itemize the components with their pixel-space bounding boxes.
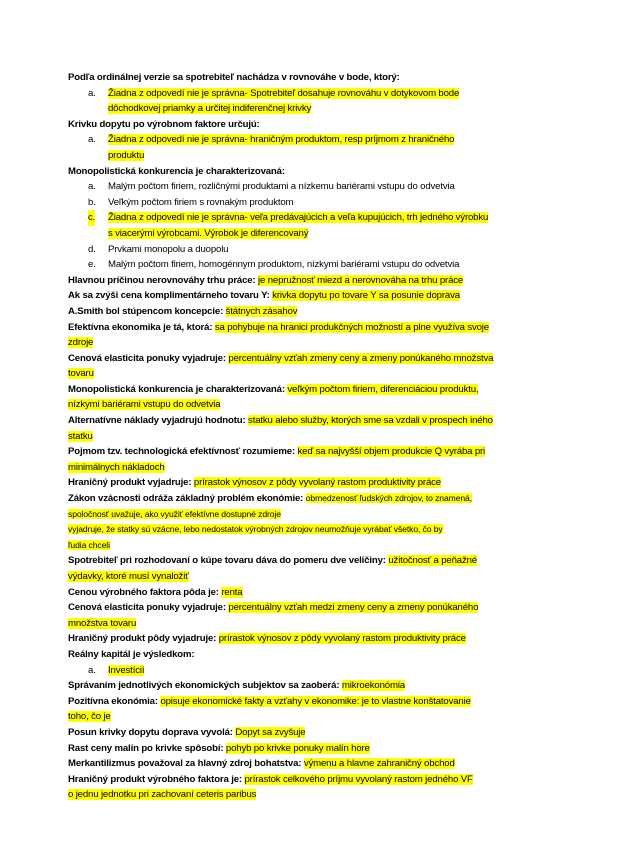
qa-row: [68, 304, 568, 320]
answer-text: prírastok výnosov z pôdy vyvolaný rastom produktivity práce: [218, 633, 466, 645]
answer-text: statku: [68, 430, 93, 442]
question-text: Hraničný produkt výrobného faktora je:: [68, 773, 245, 785]
qa-row: [68, 631, 568, 647]
question-text: Monopolistická konkurencia je charakterizovaná:: [68, 383, 288, 395]
answer-text: užitočnosť a peňažné: [388, 555, 477, 567]
answer-text: nízkymi bariérami vstupu do odvetvia: [68, 399, 221, 411]
answer-text: Dopyt sa zvyšuje: [235, 726, 306, 738]
answer-text: statku alebo služby, ktorých sme sa vzdali v prospech iného: [248, 415, 493, 427]
option-marker: a.: [88, 134, 96, 146]
answer-text: pohyb po krivke ponuky malín hore: [225, 742, 370, 754]
qa-row: [68, 320, 568, 351]
answer-option: [68, 132, 568, 163]
option-marker: e.: [88, 259, 96, 271]
answer-text: Prvkami monopolu a duopolu: [108, 243, 229, 255]
question-text: Správaním jednotlivých ekonomických subjektov sa zaoberá:: [68, 680, 342, 692]
qa-row: [68, 413, 568, 444]
answer-option: [68, 86, 568, 117]
answer-option: [68, 210, 568, 241]
question-text: Posun krivky dopytu doprava vyvolá:: [68, 726, 236, 738]
answer-text: je nepružnosť miezd a nerovnováha na trhu práce: [258, 274, 464, 286]
document-page: [68, 70, 568, 803]
question-text: Hraničný produkt vyjadruje:: [68, 477, 194, 489]
answer-option: [68, 179, 568, 195]
qa-row: [68, 475, 568, 491]
qa-row: [68, 382, 568, 413]
answer-text: obmedzenosť ľudských zdrojov, to znamená,: [305, 493, 473, 504]
answer-text: sa pohybuje na hranici produkčných možností a plne využíva svoje: [214, 321, 489, 333]
qa-row: [68, 288, 568, 304]
qa-row: [68, 585, 568, 601]
qa-row: [68, 725, 568, 741]
option-marker: a.: [88, 181, 96, 193]
question-text: Cenová elasticita ponuky vyjadruje:: [68, 602, 229, 614]
answer-text: Malým počtom firiem, homogénnym produktom, nízkymi bariérami vstupu do odvetvia: [108, 259, 460, 271]
qa-row: [68, 600, 568, 631]
answer-text: tovaru: [68, 368, 94, 380]
answer-text: Malým počtom firiem, rozličnými produktami a nízkemu bariérami vstupu do odvetvia: [108, 181, 455, 193]
qa-row: [68, 741, 568, 757]
answer-text: zdroje: [68, 337, 94, 349]
option-marker: c.: [88, 210, 95, 226]
question-title: Krivku dopytu po výrobnom faktore určujú:: [68, 118, 260, 130]
answer-text: štátnych zásahov: [225, 305, 298, 317]
question-text: Cenou výrobného faktora pôda je:: [68, 586, 222, 598]
qa-row: [68, 444, 568, 475]
answer-text: Žiadna z odpovedí nie je správna- Spotrebiteľ dosahuje rovnováhu v dotykovom bode: [108, 87, 460, 99]
qa-row: [68, 351, 568, 382]
answer-text: výdavky, ktoré musí vynaložiť: [68, 571, 189, 582]
answer-text: keď sa najvyšší objem produkcie Q vyrába pri: [297, 446, 486, 458]
answer-text: Veľkým počtom firiem s rovnakým produktom: [108, 196, 294, 208]
qa-row: [68, 772, 568, 803]
question-text: Reálny kapitál je výsledkom:: [68, 648, 195, 660]
qa-row: [68, 553, 568, 584]
question-text: Cenová elasticita ponuky vyjadruje:: [68, 352, 229, 364]
qa-row: [68, 694, 568, 725]
option-marker: a.: [88, 87, 96, 99]
question-text: Ak sa zvýši cena komplimentárneho tovaru Y:: [68, 290, 273, 302]
answer-text: opisuje ekonomické fakty a vzťahy v ekonomike: je to vlastne konštatovanie: [160, 695, 471, 707]
question-text: Efektívna ekonomika je tá, ktorá:: [68, 321, 215, 333]
qa-row: [68, 678, 568, 694]
answer-text: renta: [221, 586, 243, 598]
qa-row: [68, 756, 568, 772]
qa-row: [68, 647, 568, 678]
qa-row: [68, 491, 568, 553]
question-text: Rast ceny malín po krivke spôsobí:: [68, 742, 226, 754]
option-marker: a.: [88, 664, 96, 676]
answer-text: mikroekonómia: [341, 680, 405, 692]
answer-option: [68, 195, 568, 211]
answer-text: veľkým počtom firiem, diferenciáciou produktu,: [287, 383, 479, 395]
question-text: Zákon vzácnosti odráža základný problém ekonómie:: [68, 493, 306, 505]
answer-option: [68, 242, 568, 258]
question-title: Monopolistická konkurencia je charakterizovaná:: [68, 165, 285, 177]
option-marker: b.: [88, 196, 96, 208]
question-text: Merkantilizmus považoval za hlavný zdroj bohatstva:: [68, 758, 304, 770]
answer-text: toho, čo je: [68, 711, 111, 723]
answer-text: produktu: [108, 149, 145, 161]
question-text: A.Smith bol stúpencom koncepcie:: [68, 305, 226, 317]
question-text: Spotrebiteľ pri rozhodovaní o kúpe tovaru dáva do pomeru dve veličiny:: [68, 555, 389, 567]
option-marker: d.: [88, 243, 96, 255]
answer-text: Žiadna z odpovedí nie je správna- hraničným produktom, resp príjmom z hraničného: [108, 134, 455, 146]
answer-text: ľudia chceli: [68, 539, 110, 550]
answer-text: prírastok výnosov z pôdy vyvolaný rastom produktivity práce: [193, 477, 441, 489]
answer-text: o jednu jednotku pri zachovaní ceteris paribus: [68, 789, 257, 801]
question-title: Podľa ordinálnej verzie sa spotrebiteľ nachádza v rovnováhe v bode, ktorý:: [68, 72, 400, 83]
answer-text: Investícií: [108, 664, 145, 676]
answer-text: s viacerými výrobcami. Výrobok je diferencovaný: [108, 227, 309, 239]
answer-text: dôchodkovej priamky a určitej indiferenčnej krivky: [108, 103, 312, 115]
answer-text: výmenu a hlavne zahraničný obchod: [303, 758, 455, 770]
question-text: Hlavnou príčinou nerovnováhy trhu práce:: [68, 274, 259, 286]
answer-text: prírastok celkového príjmu vyvolaný rastom jedného VF: [244, 773, 473, 785]
answer-text: percentuálny vzťah zmeny ceny a zmeny ponúkaného množstva: [228, 352, 494, 364]
answer-text: vyjadruje, že statky sú vzácne, lebo nedostatok výrobných zdrojov neumožňuje vyrábať všetko, čo by: [68, 524, 443, 535]
answer-option: [68, 257, 568, 273]
answer-text: Žiadna z odpovedí nie je správna- veľa predávajúcich a veľa kupujúcich, trh jedného výrobku: [108, 212, 489, 224]
answer-text: krivka dopytu po tovare Y sa posunie doprava: [272, 290, 460, 302]
question-text: Hraničný produkt pôdy vyjadruje:: [68, 633, 219, 645]
question-text: Pozitívna ekonómia:: [68, 695, 161, 707]
question-text: Alternatívne náklady vyjadrujú hodnotu:: [68, 415, 249, 427]
answer-text: minimálnych nákladoch: [68, 461, 165, 473]
answer-text: spoločnosť uvažuje, ako využiť efektívne dostupné zdroje: [68, 508, 281, 519]
answer-text: množstva tovaru: [68, 617, 137, 629]
qa-row: [68, 273, 568, 289]
answer-option: [68, 663, 568, 679]
question-text: Pojmom tzv. technologická efektívnosť rozumieme:: [68, 446, 298, 458]
answer-text: percentuálny vzťah medzi zmeny ceny a zmeny ponúkaného: [228, 602, 479, 614]
